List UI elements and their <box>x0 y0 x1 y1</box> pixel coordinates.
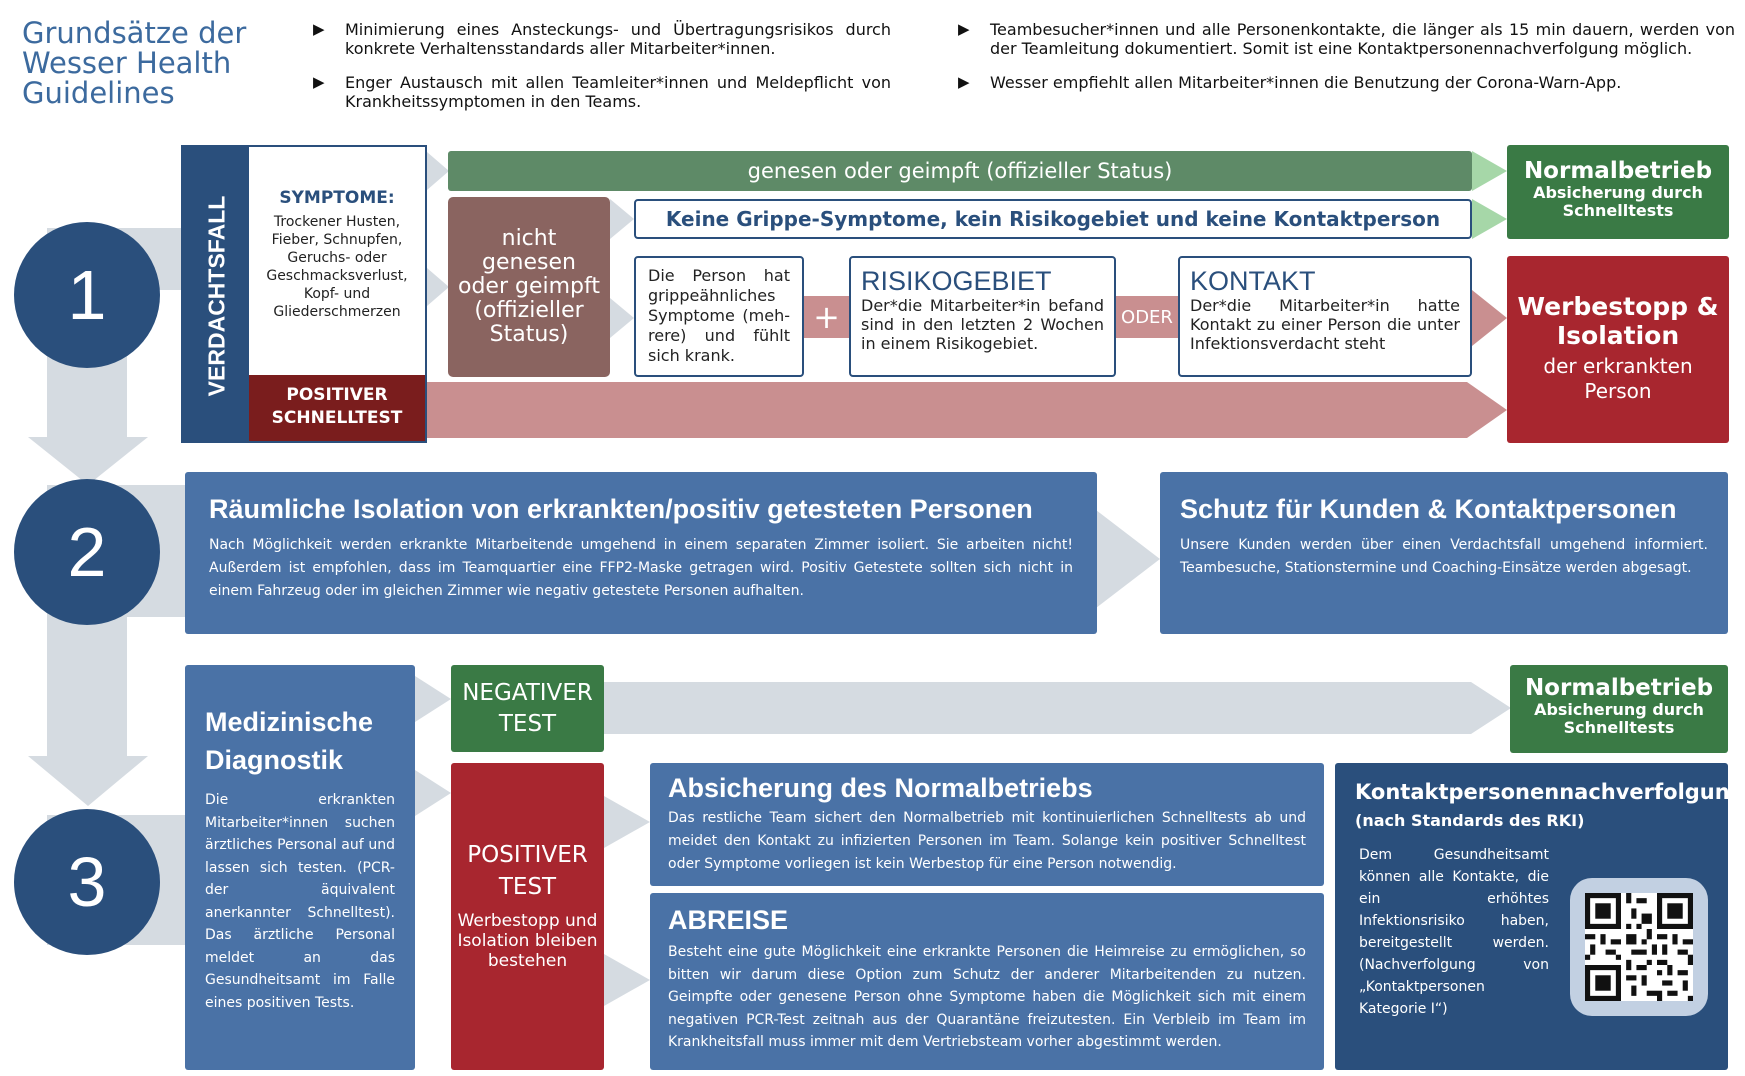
absicherung-panel <box>650 763 1324 886</box>
positiver-test-title: POSITIVER TEST <box>467 842 588 900</box>
schutz-title: Schutz für Kunden & Kontaktpersonen <box>1180 494 1677 524</box>
arrow-right-icon <box>610 199 634 239</box>
risikogebiet-title: RISIKOGEBIET <box>861 266 1052 296</box>
isolation-title: Räumliche Isolation von erkrankten/positiv getesteten Personen <box>209 494 1033 524</box>
plus-connector: + <box>804 296 849 338</box>
werbestopp-title: Werbestopp & Isolation <box>1517 292 1719 350</box>
arrow-right-icon <box>1472 151 1507 191</box>
schutz-text: Unsere Kunden werden über einen Verdachtsfall umgehend informiert. Teambesuche, Stationstermine und Coaching-Einsätze werden abgesagt. <box>1180 537 1708 576</box>
normalbetrieb-title: Normalbetrieb <box>1523 158 1713 184</box>
symptome-text: Trockener Husten, Fieber, Schnupfen, Geruchs- oder Geschmacksverlust, Kopf- und Gliederschmerzen <box>266 214 408 320</box>
arrow-right-icon <box>415 676 451 722</box>
keine-symptome-bar: Keine Grippe-Symptome, kein Risikogebiet und keine Kontaktperson <box>634 199 1472 239</box>
kpn-subtitle: (nach Standards des RKI) <box>1355 811 1585 830</box>
werbestopp-box <box>1507 256 1729 443</box>
werbestopp-sub: der erkrankten Person <box>1543 354 1693 403</box>
guideline-bullet-1: ▶ Minimierung eines Ansteckungs- und Übertragungsrisikos durch konkrete Verhaltensstandards aller Mitarbeiter*innen. <box>345 20 891 58</box>
arrow-right-icon <box>415 770 451 816</box>
diagnostik-panel <box>185 665 415 1070</box>
risikogebiet-box <box>849 256 1116 377</box>
absicherung-title: Absicherung des Normalbetriebs <box>668 773 1093 803</box>
abreise-panel <box>650 893 1324 1070</box>
kontakt-text: Der*die Mitarbeiter*in hatte Kontakt zu einer Person die unter Infektionsverdacht steht <box>1190 296 1460 353</box>
guideline-bullet-4: ▶ Wesser empfiehlt allen Mitarbeiter*innen die Benutzung der Corona-Warn-App. <box>990 73 1735 92</box>
kpn-text: Dem Gesundheitsamt können alle Kontakte, die ein erhöhtes Infektionsrisiko haben, bereitgestellt werden. (Nachverfolgung von „Kontaktpersonen Kategorie I“) <box>1359 847 1549 1017</box>
isolation-panel <box>185 472 1097 634</box>
risikogebiet-text: Der*die Mitarbeiter*in befand sind in den letzten 2 Wochen in einem Risikogebiet. <box>861 296 1104 353</box>
arrow-right-icon <box>427 268 449 306</box>
absicherung-text: Das restliche Team sichert den Normalbetrieb mit kontinuierlichen Schnelltests ab und meidet den Kontakt zu infizierten Personen im Team. Solange kein positiver Schnelltest oder Symptome vorliegen ist kein Werbestop für eine Person notwendig. <box>668 810 1306 872</box>
page-title: Grundsätze der Wesser Health Guidelines <box>22 16 247 110</box>
oder-connector: ODER <box>1116 296 1178 338</box>
guideline-bullet-3: ▶ Teambesucher*innen und alle Personenkontakte, die länger als 15 min dauern, werden von der Teamleitung dokumentiert. Somit ist eine Kontaktpersonennachverfolgung möglich. <box>990 20 1735 58</box>
arrow-right-icon <box>604 796 650 848</box>
kontakt-box <box>1178 256 1472 377</box>
arrow-down-icon <box>28 756 148 808</box>
qr-code-icon[interactable] <box>1585 893 1693 1001</box>
negative-test-arrow <box>604 682 1511 734</box>
step-1-circle: 1 <box>14 222 160 368</box>
symptome-title: SYMPTOME: <box>279 188 395 208</box>
arrow-right-icon <box>1472 290 1507 346</box>
normalbetrieb-box-2 <box>1510 665 1728 753</box>
diagnostik-title: Medizinische Diagnostik <box>205 707 374 775</box>
positiver-test-box <box>451 763 604 1070</box>
verdachtsfall-label: VERDACHTSFALL <box>181 145 249 443</box>
step-3-circle: 3 <box>14 809 160 955</box>
person-symptome-box: Die Person hat grippeähnliches Symptome (meh-rere) und fühlt sich krank. <box>634 256 804 377</box>
positiver-test-sub: Werbestopp und Isolation bleiben bestehen <box>457 911 598 971</box>
diagnostik-text: Die erkrankten Mitarbeiter*innen suchen ärztliches Personal auf und lassen sich testen. (PCR- der äquivalent anerkannter Schnelltest). Das ärztliche Personal meldet an das Gesundheitsamt im Falle eines positiven Tests. <box>205 792 395 1011</box>
arrow-right-icon <box>604 954 650 1006</box>
negativer-test-box: NEGATIVER TEST <box>451 665 604 752</box>
kontakt-title: KONTAKT <box>1190 266 1316 296</box>
step-2-circle: 2 <box>14 479 160 625</box>
arrow-right-icon <box>610 298 634 338</box>
isolation-text: Nach Möglichkeit werden erkrankte Mitarbeitende umgehend in einem separaten Zimmer isoliert. Sie arbeiten nicht! Außerdem ist empfohlen, dass im Teamquartier eine FFP2-Maske getragen wird. Positiv Getestete sollten sich nicht in einem Fahrzeug oder im gleichen Zimmer wie negativ getestete Personen aufhalten. <box>209 537 1073 599</box>
abreise-text: Besteht eine gute Möglichkeit eine erkrankte Personen die Heimreise zu ermöglichen, so bitten wir darum diese Option zum Schutz der anderer Mitarbeitenden zu nutzen. Geimpfte oder genesene Person ohne Symptome haben die Möglichkeit sich mit einem negativen PCR-Test zeitnah aus der Quarantäne freizutesten. Ein Verbleib im Team im Krankheitsfall muss immer mit dem Vertriebsteam vorher abgestimmt werden. <box>668 944 1306 1050</box>
positiver-schnelltest-label: POSITIVER SCHNELLTEST <box>249 375 427 443</box>
normalbetrieb-sub: Absicherung durch Schnelltests <box>1534 700 1704 737</box>
arrow-right-icon <box>1472 199 1507 239</box>
nicht-genesen-box: nicht genesen oder geimpft (offizieller Status) <box>448 197 610 377</box>
connector-step2-down <box>47 617 127 757</box>
abreise-title: ABREISE <box>668 905 789 935</box>
normalbetrieb-sub: Absicherung durch Schnelltests <box>1533 183 1703 220</box>
schutz-panel <box>1160 472 1728 634</box>
symptome-box <box>249 145 427 375</box>
arrow-right-icon <box>1096 510 1160 608</box>
guideline-bullet-2: ▶ Enger Austausch mit allen Teamleiter*innen und Meldepflicht von Krankheitssymptomen in den Teams. <box>345 73 891 111</box>
normalbetrieb-title: Normalbetrieb <box>1524 675 1714 701</box>
genesen-geimpft-bar: genesen oder geimpft (offizieller Status) <box>448 151 1472 191</box>
kpn-title: Kontaktpersonennachverfolgung <box>1355 780 1745 804</box>
normalbetrieb-box-1 <box>1507 145 1729 239</box>
arrow-right-icon <box>427 152 449 190</box>
positive-test-arrow <box>427 382 1507 438</box>
